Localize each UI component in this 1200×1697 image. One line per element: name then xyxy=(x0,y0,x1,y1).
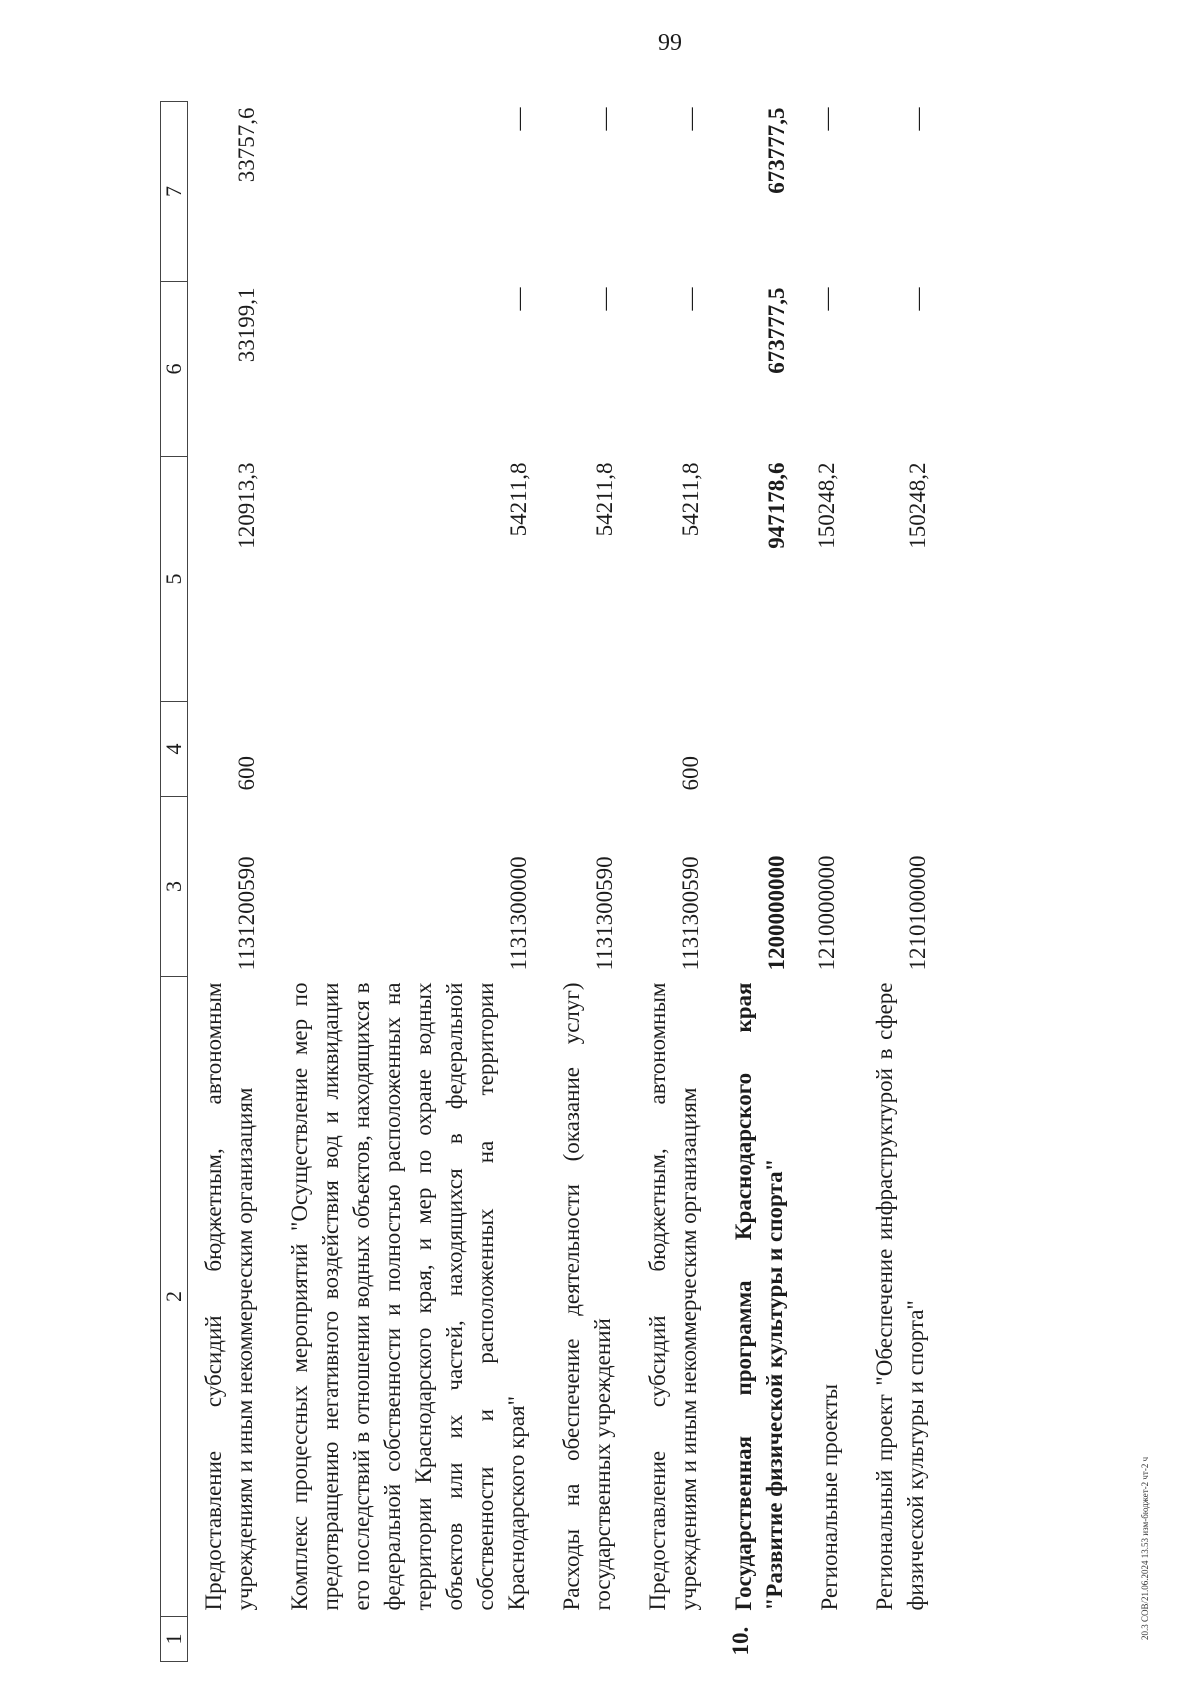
column-header-1: 1 xyxy=(161,1617,188,1662)
amount-col7: — xyxy=(814,107,839,131)
expense-type-code xyxy=(274,702,546,797)
amount-col5: 54211,8 xyxy=(506,462,531,537)
amount-col5: 947178,6 xyxy=(764,462,789,549)
row-number xyxy=(188,1617,275,1662)
table-header-row xyxy=(161,102,188,1662)
expense-type-code xyxy=(859,702,945,797)
row-name: Расходы на обеспечение деятельности (оказание услуг) государственных учреждений xyxy=(559,982,615,1611)
table-row xyxy=(632,102,718,1662)
row-number xyxy=(274,1617,546,1662)
row-number xyxy=(632,1617,718,1662)
amount-col6: — xyxy=(678,287,703,311)
row-name: Региональный проект "Обеспечение инфраструктурой в сфере физической культуры и спорта" xyxy=(872,982,928,1611)
amount-col6: 33199,1 xyxy=(234,287,259,363)
target-article-code: 1200000000 xyxy=(764,855,789,971)
row-name: Предоставление субсидий бюджетным, автономным учреждениям и иным некоммерческим организациям xyxy=(201,982,257,1611)
target-article-code: 1131300000 xyxy=(506,856,531,971)
table-row xyxy=(718,102,804,1662)
column-header-2: 2 xyxy=(161,977,188,1617)
target-article-code: 1131300590 xyxy=(592,856,617,971)
row-number xyxy=(546,1617,632,1662)
expense-type-code xyxy=(546,702,632,797)
amount-col7: — xyxy=(905,107,930,131)
expense-type-code xyxy=(718,702,804,797)
expense-type-code xyxy=(804,702,859,797)
amount-col7: — xyxy=(678,107,703,131)
amount-col5: 120913,3 xyxy=(234,462,259,549)
row-number xyxy=(859,1617,945,1662)
expense-type-code: 600 xyxy=(234,756,259,791)
row-number: 10. xyxy=(728,1626,753,1656)
amount-col6: — xyxy=(592,287,617,311)
amount-col7: 673777,5 xyxy=(764,107,789,194)
row-name: Предоставление субсидий бюджетным, автономным учреждениям и иным некоммерческим организациям xyxy=(645,982,701,1611)
column-header-4: 4 xyxy=(161,702,188,797)
column-header-7: 7 xyxy=(161,102,188,282)
amount-col5: 150248,2 xyxy=(905,462,930,549)
amount-col6: — xyxy=(905,287,930,311)
table-row xyxy=(546,102,632,1662)
target-article-code: 1210000000 xyxy=(814,855,839,971)
row-name: Государственная программа Краснодарского края "Развитие физической культуры и спорта" xyxy=(731,982,787,1611)
amount-col5: 54211,8 xyxy=(592,462,617,537)
expense-type-code: 600 xyxy=(678,756,703,791)
column-header-6: 6 xyxy=(161,282,188,457)
footer-document-code: 20.3 СОВ/21.06.2024 13.53 изм-бюджет-2 чт-2 ч xyxy=(1140,1456,1150,1640)
amount-col7: 33757,6 xyxy=(234,107,259,183)
target-article-code: 1131200590 xyxy=(234,856,259,971)
amount-col7: — xyxy=(506,107,531,131)
row-name: Региональные проекты xyxy=(817,1383,842,1611)
amount-col6: 673777,5 xyxy=(764,287,789,374)
amount-col7: — xyxy=(592,107,617,131)
amount-col5: 54211,8 xyxy=(678,462,703,537)
row-name: Комплекс процессных мероприятий "Осуществление мер по предотвращению негативного воздействия вод и ликвидации его последствий в отношении водных объектов, находящихся в федеральной собственности и полностью расположенных на территории Краснодарского края, и мер по охране водных объектов или их частей, находящихся в федеральной собственности и расположенных на территории Краснодарского края" xyxy=(287,982,529,1611)
amount-col6: — xyxy=(506,287,531,311)
table-row xyxy=(274,102,546,1662)
rotated-table-frame xyxy=(160,42,1040,1662)
table-row xyxy=(804,102,859,1662)
amount-col5: 150248,2 xyxy=(814,462,839,549)
page-number: 99 xyxy=(658,30,682,56)
row-number xyxy=(804,1617,859,1662)
target-article-code: 1131300590 xyxy=(678,856,703,971)
target-article-code: 1210100000 xyxy=(905,855,930,971)
table-row xyxy=(859,102,945,1662)
column-header-3: 3 xyxy=(161,797,188,977)
budget-table xyxy=(160,101,945,1662)
amount-col6: — xyxy=(814,287,839,311)
column-header-5: 5 xyxy=(161,457,188,702)
table-row xyxy=(188,102,275,1662)
